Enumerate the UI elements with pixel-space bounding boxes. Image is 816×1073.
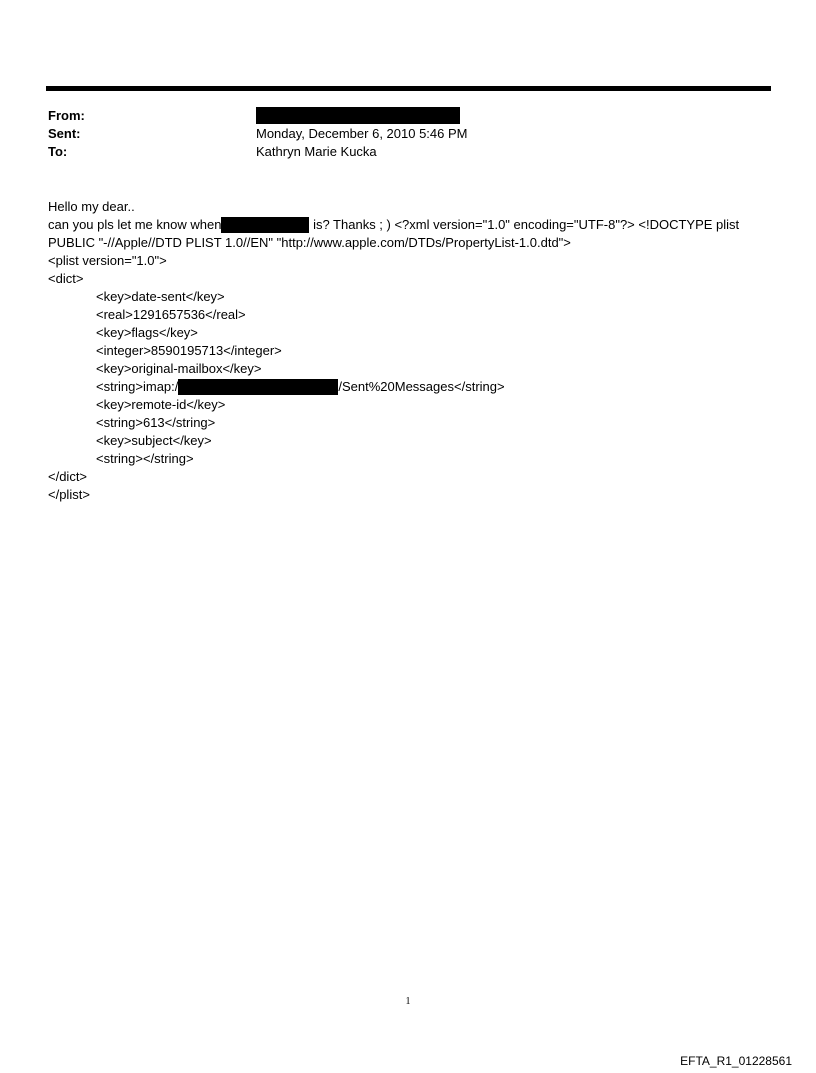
body-line	[48, 378, 768, 396]
body-greeting: Hello my dear..	[48, 199, 135, 214]
body-line-text: <string>imap:/	[96, 379, 179, 394]
body-line-text: can you pls let me know when	[48, 217, 222, 232]
page-number: 1	[405, 996, 411, 1007]
body-line: <dict>	[48, 271, 84, 286]
redaction-block	[221, 217, 309, 233]
to-value: Kathryn Marie Kucka	[256, 144, 377, 159]
email-body	[48, 198, 768, 504]
body-line-text: /Sent%20Messages</string>	[338, 379, 505, 394]
body-line: <string>613</string>	[96, 415, 216, 430]
sent-label: Sent:	[48, 126, 81, 141]
body-line: <key>remote-id</key>	[96, 397, 226, 412]
body-line: <key>original-mailbox</key>	[96, 361, 262, 376]
header-rule	[46, 86, 771, 91]
body-line: <key>subject</key>	[96, 433, 212, 448]
from-label: From:	[48, 108, 85, 123]
body-line: <key>flags</key>	[96, 325, 198, 340]
redaction-block	[178, 379, 338, 395]
from-value	[256, 107, 460, 125]
sent-value: Monday, December 6, 2010 5:46 PM	[256, 126, 468, 141]
body-line-text: is? Thanks ; ) <?xml version="1.0" encoding="UTF-8"?> <!DOCTYPE plist	[313, 217, 740, 232]
body-line	[48, 216, 768, 234]
body-line: </plist>	[48, 487, 90, 502]
body-line: <integer>8590195713</integer>	[96, 343, 282, 358]
body-line: </dict>	[48, 469, 88, 484]
to-label: To:	[48, 144, 68, 159]
body-line: <string></string>	[96, 451, 194, 466]
body-line: <plist version="1.0">	[48, 253, 167, 268]
body-line: <key>date-sent</key>	[96, 289, 225, 304]
document-id: EFTA_R1_01228561	[680, 1054, 792, 1068]
redaction-block	[256, 107, 460, 124]
body-line: <real>1291657536</real>	[96, 307, 246, 322]
body-line: PUBLIC "-//Apple//DTD PLIST 1.0//EN" "http://www.apple.com/DTDs/PropertyList-1.0.dtd">	[48, 235, 571, 250]
